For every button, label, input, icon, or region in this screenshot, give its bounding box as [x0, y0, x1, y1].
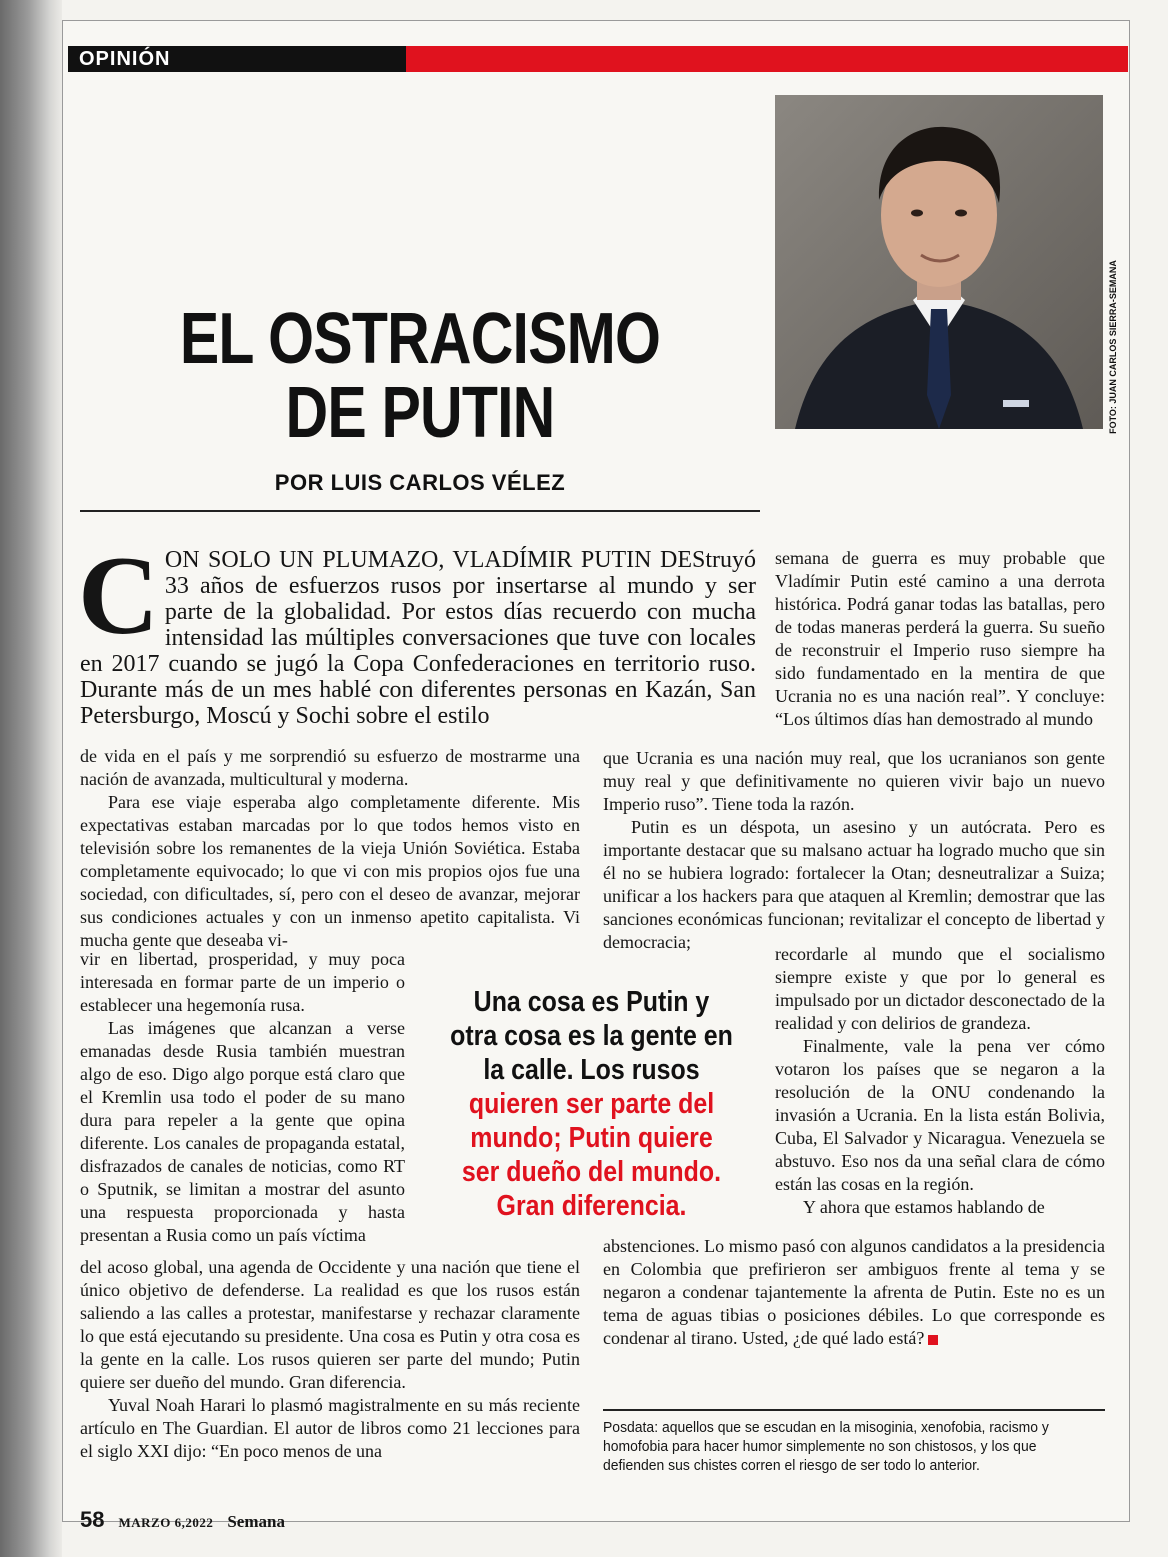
body-paragraph: Finalmente, vale la pena ver cómo votaron los países que se negaron a la resolución de la ONU condenando la invasión a Ucrania. En la lista están Bolivia, Cuba, El Salvador y Nicaragua. Venezuela se abstuvo. Eso nos da una señal clara de cómo están las cosas en la región.: [775, 1036, 1105, 1194]
postscript: Posdata: aquellos que se escudan en la misoginia, xenofobia, racismo y homofobia para hacer humor simplemente no son chistosos, y los que defienden sus chistes corren el riesgo de ser todo lo anterior.: [603, 1419, 1049, 1474]
page-footer: [80, 1507, 285, 1533]
column-right-wide: [603, 747, 1105, 954]
column-left-middle: [80, 948, 405, 1247]
headline-line-1: EL OSTRACISMO: [179, 299, 661, 379]
headline: [141, 299, 699, 453]
body-paragraph: del acoso global, una agenda de Occidente y una nación que tiene el único objetivo de defenderse. La realidad es que los rusos están saliendo a las calles a protestar, manifestarse y rechazar claramente lo que está ejecutando su presidente. Una cosa es Putin y otra cosa es la gente en la calle. Los rusos quieren ser parte del mundo; Putin quiere ser dueño del mundo. Gran diferencia.: [80, 1257, 580, 1392]
pull-quote-red: quieren ser parte del mundo; Putin quiere ser dueño del mundo. Gran diferencia.: [461, 1088, 722, 1222]
lead-text: ON SOLO UN PLUMAZO, VLADÍMIR PUTIN DEStruyó 33 años de esfuerzos rusos por insertarse al mundo y ser parte de la globalidad. Por estos días recuerdo con mucha intensidad las múltiples conversaciones que tuve con locales en 2017 cuando se jugó la Copa Confederaciones en territorio ruso. Durante más de un mes hablé con diferentes personas en Kazán, San Petersburgo, Moscú y Sochi sobre el estilo: [80, 547, 756, 729]
issue-date: MARZO 6,2022: [118, 1515, 214, 1530]
postscript-rule: [603, 1409, 1105, 1411]
body-paragraph: Yuval Noah Harari lo plasmó magistralmente en su más reciente artículo en The Guardian. El autor de libros como 21 lecciones para el siglo XXI dijo: “En poco menos de una: [80, 1395, 580, 1461]
body-paragraph: recordarle al mundo que el socialismo siempre existe y que por lo general es impulsado por un dictador desconectado de la realidad y con delirios de grandeza.: [775, 944, 1105, 1033]
column-left-top: [80, 745, 580, 952]
body-paragraph: de vida en el país y me sorprendió su esfuerzo de mostrarme una nación de avanzada, multicultural y moderna.: [80, 746, 580, 789]
body-paragraph: semana de guerra es muy probable que Vladímir Putin esté camino a una derrota histórica. Podrá ganar todas las batallas, pero de todas maneras perderá la guerra. Su sueño de reconstruir el Imperio ruso siempre ha sido fundamentado en la mentira de que Ucrania no es una nación real”. Y concluye: “Los últimos días han demostrado al mundo: [775, 548, 1105, 729]
column-right-top: [775, 547, 1105, 731]
pull-quote: [448, 985, 734, 1223]
body-paragraph: Y ahora que estamos hablando de: [803, 1197, 1045, 1217]
body-paragraph: que Ucrania es una nación muy real, que los ucranianos son gente muy real y que definitivamente no quieren vivir bajo un nuevo Imperio ruso”. Tiene toda la razón.: [603, 748, 1105, 814]
page-number: 58: [80, 1507, 105, 1532]
page-spine-shadow: [0, 0, 62, 1557]
body-paragraph: Putin es un déspota, un asesino y un autócrata. Pero es importante destacar que su malsano actuar ha logrado mucho que sin él no se hubiera logrado: fortalecer la Otan; desneutralizar a Suiza; unificar a los hackers para que ataquen al Kremlin; demostrar que las sanciones económicas funcionan; revitalizar el concepto de libertad y democracia;: [603, 817, 1105, 952]
body-paragraph: [603, 1235, 1105, 1350]
column-right-narrow: [775, 943, 1105, 1219]
drop-cap: C: [78, 534, 159, 658]
body-paragraph: vir en libertad, prosperidad, y muy poca interesada en formar parte de un imperio o establecer una hegemonía rusa.: [80, 949, 405, 1015]
lead-paragraph: [78, 534, 756, 729]
body-paragraph: Para ese viaje esperaba algo completamente diferente. Mis expectativas estaban marcadas por lo que todos hemos visto en televisión sobre los remanentes de la vieja Unión Soviética. Estaba completamente equivocado; lo que vi con mis propios ojos fue una sociedad, con dificultades, sí, pero con el deseo de avanzar, mejorar sus condiciones actuales y con un inmenso apetito capitalista. Vi mucha gente que deseaba vi-: [80, 792, 580, 950]
end-mark-icon: [928, 1335, 938, 1345]
body-paragraph: Las imágenes que alcanzan a verse emanadas desde Rusia también muestran algo de eso. Digo algo porque está claro que el Kremlin usa todo el poder de su mano dura para repeler a la gente que opina diferente. Los canales de propaganda estatal, disfrazados de canales de noticias, como RT o Sputnik, se limitan a mostrar del asunto una respuesta proporcionada y hasta presentan a Rusia como un país víctima: [80, 1018, 405, 1245]
photo-credit: FOTO: JUAN CARLOS SIERRA-SEMANA: [1108, 260, 1118, 434]
magazine-name: Semana: [227, 1512, 285, 1531]
author-photo: [775, 95, 1103, 429]
pull-quote-black: Una cosa es Putin y otra cosa es la gente en la calle. Los rusos: [450, 986, 733, 1086]
section-bar-red: [406, 46, 1128, 72]
column-right-bottom: [603, 1235, 1105, 1350]
closing-text: abstenciones. Lo mismo pasó con algunos candidatos a la presidencia en Colombia que prefirieron ser ambiguos frente al tema y se negaron a condenar tajantemente la afrenta de Putin. Este no es un tema de aguas tibias o posiciones débiles. Lo que corresponde es condenar al tirano. Usted, ¿de qué lado está?: [603, 1236, 1105, 1348]
section-label: OPINIÓN: [79, 48, 171, 70]
headline-line-2: DE PUTIN: [285, 373, 555, 453]
byline: POR LUIS CARLOS VÉLEZ: [274, 470, 566, 495]
column-left-bottom: [80, 1256, 580, 1463]
byline-rule: [80, 510, 760, 512]
